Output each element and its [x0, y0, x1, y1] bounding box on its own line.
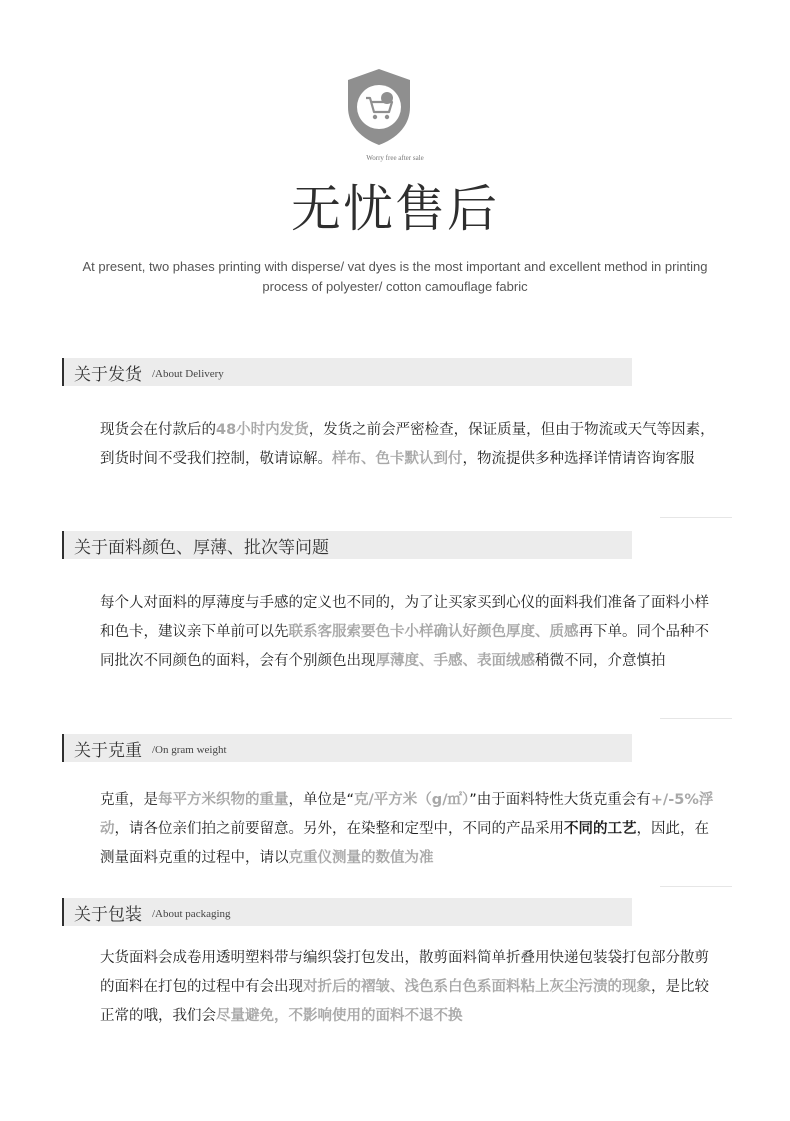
highlighted-text: 厚薄度、手感、表面绒感	[375, 653, 535, 669]
section-title: 关于包装	[74, 904, 142, 925]
body-text: ，是比较正常的哦，我们会	[100, 979, 709, 1024]
section-body-fabric-issues	[100, 589, 720, 676]
highlighted-text: 每平方米织物的重量	[158, 792, 289, 808]
body-text: 每个人对面料的厚薄度与手感的定义也不同的，为了让买家买到心仪的面料我们准备了面料小样和色卡，建议亲下单前可以先	[100, 595, 709, 640]
section-body-packaging	[100, 944, 720, 1031]
highlighted-text: +/-5%浮动	[100, 792, 714, 837]
section-header-delivery	[62, 358, 632, 386]
page-title: 无忧售后	[291, 180, 499, 238]
divider	[660, 517, 732, 518]
bold-text: 不同的工艺	[564, 821, 637, 837]
highlighted-text: 克重仪测量的数值为准	[288, 850, 434, 866]
body-text: 再下单。同个品种不同批次不同颜色的面料，会有个别颜色出现	[100, 624, 709, 669]
shopping-cart-shield-icon	[345, 67, 413, 147]
body-text: ，请各位亲们拍之前要留意。另外，在染整和定型中，不同的产品采用	[114, 821, 564, 837]
body-text: ，发货之前会严密检查，保证质量，但由于物流或天气等因素，到货时间不受我们控制，敬请谅解。	[100, 422, 715, 467]
badge-tagline: Worry free after sale	[366, 154, 424, 162]
body-text: ，单位是“	[288, 792, 355, 808]
highlighted-text: 48小时内发货	[216, 422, 309, 438]
section-title: 关于面料颜色、厚薄、批次等问题	[74, 537, 329, 558]
section-subtitle: /About packaging	[152, 908, 231, 920]
section-subtitle: /About Delivery	[152, 368, 224, 380]
body-text: 克重，是	[100, 792, 158, 808]
highlighted-text: 样布、色卡默认到付	[332, 451, 463, 467]
section-subtitle: /On gram weight	[152, 744, 227, 756]
divider	[660, 886, 732, 887]
section-body-gram-weight	[100, 786, 720, 873]
section-body-delivery	[100, 416, 720, 474]
body-text: ，物流提供多种选择详情请咨询客服	[462, 451, 695, 467]
highlighted-text: 尽量避免，不影响使用的面料不退不换	[216, 1008, 463, 1024]
section-header-packaging	[62, 898, 632, 926]
highlighted-text: 联系客服索要色卡小样确认好颜色厚度、质感	[288, 624, 579, 640]
body-text: ”由于面料特性大货克重会有	[469, 792, 651, 808]
highlighted-text: 克/平方米（g/㎡）	[354, 792, 470, 808]
body-text: 稍微不同，介意慎拍	[535, 653, 666, 669]
section-header-fabric-issues	[62, 531, 632, 559]
section-header-gram-weight	[62, 734, 632, 762]
page-subtitle: At present, two phases printing with disperse/ vat dyes is the most important and excellent method in printing process of polyester/ cotton camouflage fabric	[82, 259, 708, 294]
section-title: 关于发货	[74, 364, 142, 385]
highlighted-text: 对折后的褶皱、浅色系白色系面料粘上灰尘污渍的现象	[303, 979, 651, 995]
body-text: 大货面料会成卷用透明塑料带与编织袋打包发出，散剪面料简单折叠用快递包装袋打包部分散剪的面料在打包的过程中有会出现	[100, 950, 709, 995]
body-text: 现货会在付款后的	[100, 422, 216, 438]
section-title: 关于克重	[74, 740, 142, 761]
body-text: ，因此，在测量面料克重的过程中，请以	[100, 821, 709, 866]
divider	[660, 718, 732, 719]
